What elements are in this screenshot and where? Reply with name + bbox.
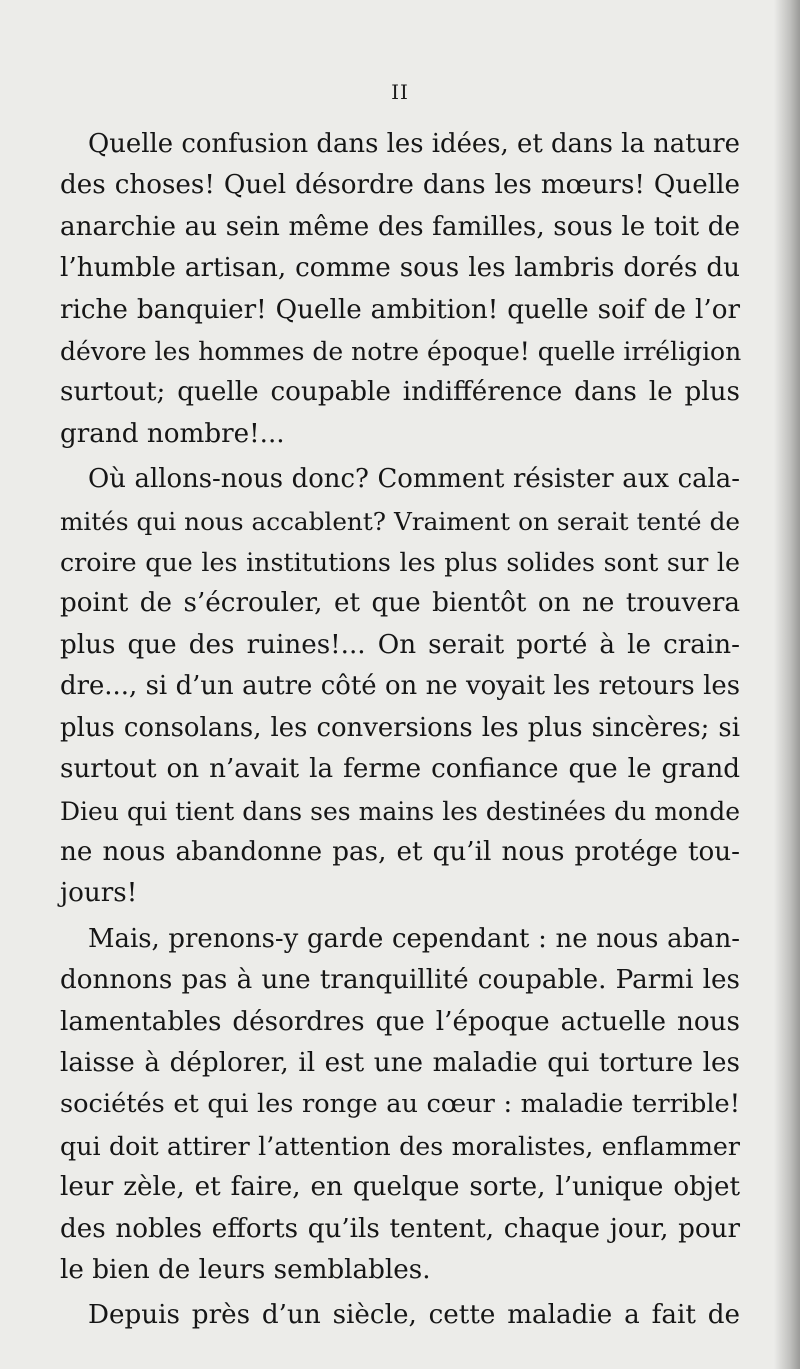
- text-line: surtout on n’avait la ferme confiance que le grand: [60, 754, 740, 785]
- paragraph: [60, 1295, 740, 1336]
- text-line: plus consolans, les conversions les plus sincères; si: [60, 712, 740, 743]
- text-line: Quelle confusion dans les idées, et dans la nature: [88, 129, 740, 159]
- text-line: le bien de leurs semblables.: [60, 1254, 431, 1285]
- text-line: mités qui nous accablent? Vraiment on serait tenté de: [60, 506, 740, 536]
- body-text: [60, 124, 740, 1337]
- paragraph: [60, 124, 740, 455]
- paragraph: [60, 919, 740, 1292]
- text-line: des choses! Quel désordre dans les mœurs! Quelle: [60, 170, 740, 201]
- text-line: Dieu qui tient dans ses mains les destinées du monde: [60, 796, 740, 826]
- text-line: riche banquier! Quelle ambition! quelle soif de l’or: [60, 294, 740, 325]
- text-line: l’humble artisan, comme sous les lambris dorés du: [60, 253, 740, 284]
- text-line: sociétés et qui les ronge au cœur : maladie terrible!: [60, 1089, 740, 1120]
- text-line: donnons pas à une tranquillité coupable. Parmi les: [60, 965, 740, 996]
- text-line: dévore les hommes de notre époque! quelle irréligion: [60, 337, 742, 367]
- text-line: laisse à déplorer, il est une maladie qui torture les: [60, 1047, 740, 1078]
- text-line: plus que des ruines!... On serait porté à le crain-: [60, 629, 740, 660]
- text-line: jours!: [60, 878, 138, 909]
- text-line: dre..., si d’un autre côté on ne voyait les retours les: [60, 671, 740, 702]
- text-line: des nobles efforts qu’ils tentent, chaque jour, pour: [60, 1213, 740, 1244]
- text-line: surtout; quelle coupable indifférence dans le plus: [60, 377, 740, 408]
- text-line: Où allons-nous donc? Comment résister aux cala-: [88, 464, 740, 495]
- page-number: II: [391, 80, 409, 104]
- text-line: grand nombre!...: [60, 418, 285, 449]
- text-line: qui doit attirer l’attention des moralistes, enflammer: [60, 1131, 740, 1161]
- paragraph: [60, 459, 740, 914]
- text-line: Depuis près d’un siècle, cette maladie a fait de: [88, 1300, 740, 1331]
- text-line: anarchie au sein même des familles, sous le toit de: [60, 211, 740, 242]
- text-line: leur zèle, et faire, en quelque sorte, l’unique objet: [60, 1172, 740, 1203]
- text-line: croire que les institutions les plus solides sont sur le: [60, 548, 740, 578]
- text-line: lamentables désordres que l’époque actuelle nous: [60, 1006, 740, 1037]
- text-line: ne nous abandonne pas, et qu’il nous protége tou-: [60, 836, 740, 867]
- text-line: Mais, prenons-y garde cependant : ne nous aban-: [88, 923, 740, 954]
- text-line: point de s’écrouler, et que bientôt on ne trouvera: [60, 588, 740, 619]
